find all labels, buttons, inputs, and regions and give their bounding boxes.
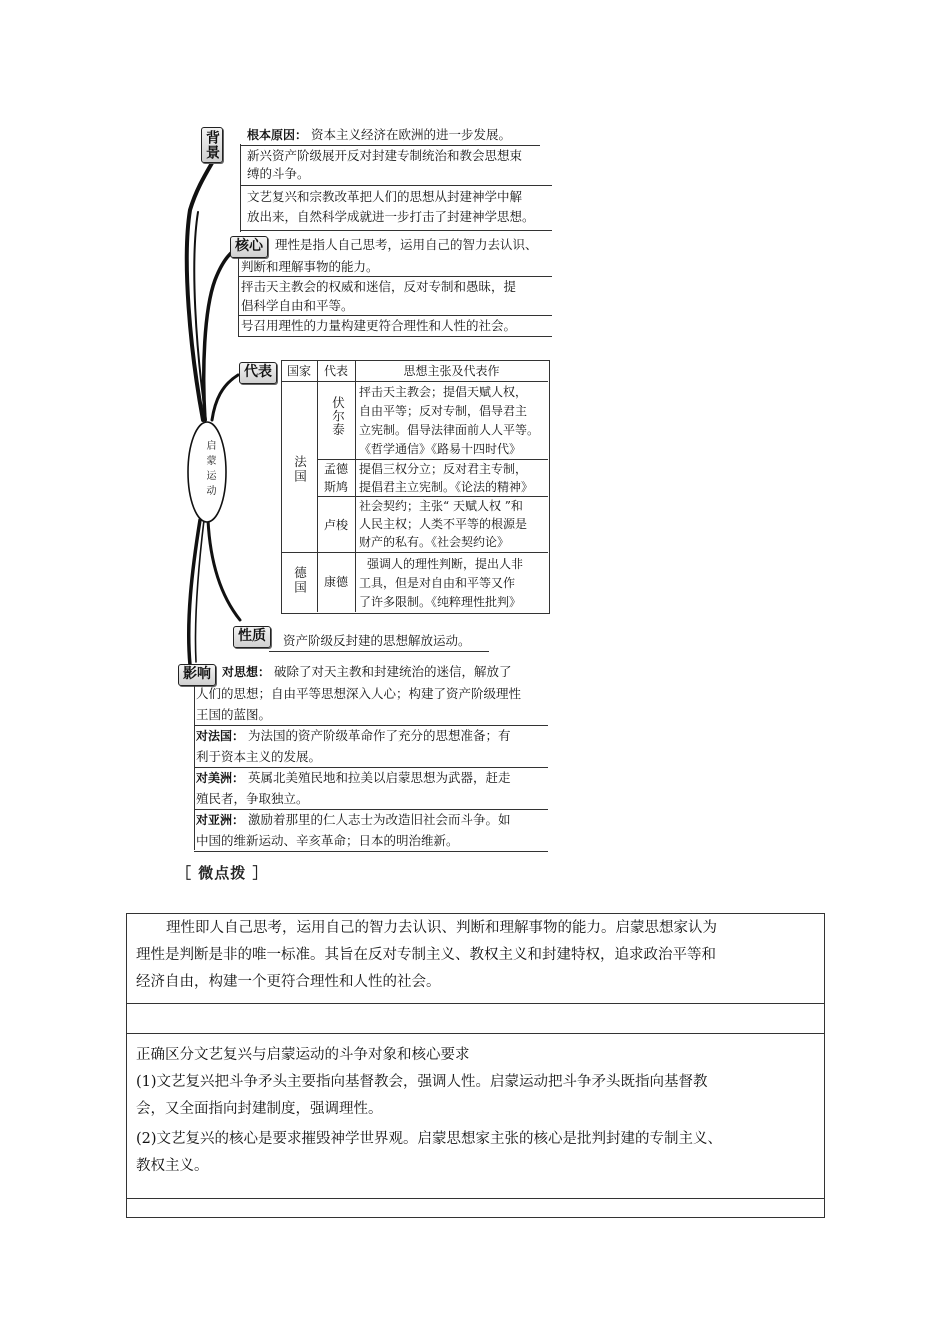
background-root-text: 资本主义经济在欧洲的进一步发展。 <box>311 127 512 142</box>
core-item1-line2: 判断和理解事物的能力。 <box>241 259 379 274</box>
box-divider <box>126 1003 824 1004</box>
box-para1-line3: 经济自由，构建一个更符合理性和人性的社会。 <box>136 974 441 990</box>
tag-nature: 性质 <box>233 626 271 648</box>
influence-thought-line1 <box>222 661 512 683</box>
background-root <box>247 124 511 146</box>
center-node-label: 启蒙运动 <box>204 440 215 500</box>
box-para2-item1-line2: 会，又全面指向封建制度，强调理性。 <box>136 1101 383 1117</box>
divider <box>238 336 552 337</box>
rousseau-line: 社会契约；主张“ 天赋人权 ”和 <box>359 499 523 513</box>
table-grid <box>355 360 356 612</box>
rep-montesquieu-1: 孟德 <box>323 462 348 476</box>
box-para1-line1: 理性即人自己思考，运用自己的智力去认识、判断和理解事物的能力。启蒙思想家认为 <box>166 920 717 936</box>
voltaire-line: 《哲学通信》《路易十四时代》 <box>359 442 522 456</box>
table-header-country: 国家 <box>286 364 311 378</box>
voltaire-line: 立宪制。倡导法律面前人人平等。 <box>359 423 540 437</box>
box-para1-line2: 理性是判断是非的唯一标准。其旨在反对专制主义、教权主义和封建特权，追求政治平等和 <box>136 947 716 963</box>
table-grid <box>281 552 548 553</box>
rep-kant: 康德 <box>323 575 348 589</box>
box-para2-item1-line1: (1)文艺复兴把斗争矛头主要指向基督教会，强调人性。启蒙运动把斗争矛头既指向基督教 <box>136 1074 708 1090</box>
tag-background: 背景 <box>201 127 223 163</box>
background-item2-line1: 新兴资产阶级展开反对封建专制统治和教会思想束 <box>247 148 523 163</box>
country-france: 法国 <box>292 455 308 484</box>
divider <box>240 230 552 231</box>
background-item2-line2: 缚的斗争。 <box>247 166 310 181</box>
table-header-representative: 代表 <box>323 364 348 378</box>
rousseau-line: 人民主权；人类不平等的根源是 <box>359 517 528 531</box>
tag-representatives: 代表 <box>239 362 277 384</box>
tip-heading: ［ 微点拨 ］ <box>176 864 269 882</box>
voltaire-line: 自由平等；反对专制，倡导君主 <box>359 404 528 418</box>
divider <box>269 651 489 652</box>
kant-line: 强调人的理性判断，提出人非 <box>367 557 524 571</box>
influence-asia-text: 激励着那里的仁人志士为改造旧社会而斗争。如 <box>248 812 511 827</box>
rep-voltaire: 伏尔泰 <box>330 396 346 437</box>
influence-france-label: 对法国： <box>196 729 245 743</box>
box-para2-title: 正确区分文艺复兴与启蒙运动的斗争对象和核心要求 <box>136 1047 470 1063</box>
influence-asia-line2: 中国的维新运动、辛亥革命；日本的明治维新。 <box>196 833 459 848</box>
voltaire-line: 抨击天主教会；提倡天赋人权， <box>359 385 528 399</box>
table-header-ideas: 思想主张及代表作 <box>403 364 500 378</box>
influence-thought-line2: 人们的思想；自由平等思想深入人心；构建了资产阶级理性 <box>196 686 522 701</box>
core-item2-line2: 倡科学自由和平等。 <box>241 298 354 313</box>
table-grid <box>281 381 548 382</box>
rep-rousseau: 卢梭 <box>323 518 348 532</box>
box-divider <box>126 1033 824 1034</box>
box-para2-item2-line2: 教权主义。 <box>136 1158 209 1174</box>
kant-line: 工具，但是对自由和平等又作 <box>359 576 516 590</box>
tag-influence: 影响 <box>178 664 216 686</box>
influence-america-label: 对美洲： <box>196 771 245 785</box>
core-bracket <box>238 258 239 336</box>
influence-asia-line1 <box>196 809 511 831</box>
background-bracket <box>240 144 241 232</box>
influence-thought-label: 对思想： <box>222 665 271 679</box>
rep-montesquieu-2: 斯鸠 <box>323 480 348 494</box>
influence-france-line2: 利于资本主义的发展。 <box>196 749 322 764</box>
nature-text: 资产阶级反封建的思想解放运动。 <box>283 633 471 648</box>
box-para2-item2-line1: (2)文艺复兴的核心是要求摧毁神学世界观。启蒙思想家主张的核心是批判封建的专制主义、 <box>136 1131 723 1147</box>
influence-asia-label: 对亚洲： <box>196 813 245 827</box>
tag-core: 核心 <box>230 236 268 258</box>
montesquieu-line: 提倡三权分立；反对君主专制， <box>359 462 528 476</box>
background-root-label: 根本原因： <box>247 128 308 142</box>
kant-line: 了许多限制。《纯粹理性批判》 <box>359 595 522 609</box>
core-item3: 号召用理性的力量构建更符合理性和人性的社会。 <box>241 318 517 333</box>
influence-thought-text: 破除了对天主教和封建统治的迷信，解放了 <box>274 664 512 679</box>
core-item1-line1: 理性是指人自己思考，运用自己的智力去认识、 <box>275 237 538 252</box>
influence-america-line1 <box>196 767 511 789</box>
background-item3-line1: 文艺复兴和宗教改革把人们的思想从封建神学中解 <box>247 189 523 204</box>
divider <box>194 851 548 852</box>
influence-france-text: 为法国的资产阶级革命作了充分的思想准备；有 <box>248 728 511 743</box>
rousseau-line: 财产的私有。《社会契约论》 <box>359 535 510 549</box>
montesquieu-line: 提倡君主立宪制。《论法的精神》 <box>359 480 534 494</box>
background-item3-line2: 放出来，自然科学成就进一步打击了封建神学思想。 <box>247 209 535 224</box>
influence-bracket <box>194 686 195 850</box>
influence-france-line1 <box>196 725 511 747</box>
influence-america-line2: 殖民者，争取独立。 <box>196 791 309 806</box>
influence-america-text: 英属北美殖民地和拉美以启蒙思想为武器，赶走 <box>248 770 511 785</box>
country-germany: 德国 <box>292 566 308 595</box>
influence-thought-line3: 王国的蓝图。 <box>196 707 272 722</box>
core-item2-line1: 抨击天主教会的权威和迷信，反对专制和愚昧，提 <box>241 279 517 294</box>
box-divider <box>126 1198 824 1199</box>
